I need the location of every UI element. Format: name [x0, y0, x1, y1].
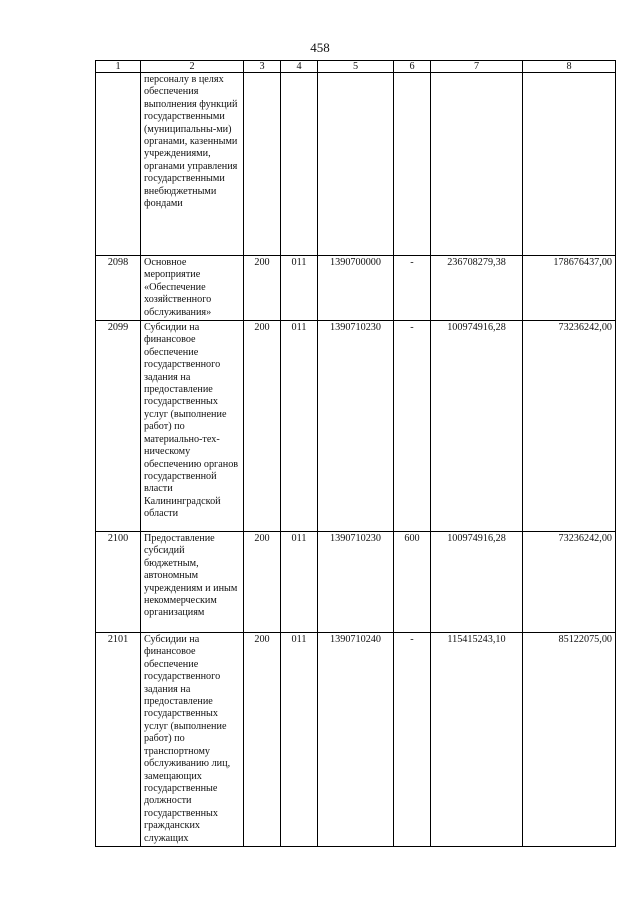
- amount-col-8: 85122075,00: [523, 633, 616, 847]
- subsection-code: [281, 73, 318, 256]
- column-header: 8: [523, 61, 616, 73]
- row-number: 2101: [96, 633, 141, 847]
- table-row: [96, 633, 616, 847]
- section-code: [244, 73, 281, 256]
- row-name: Субсидии на финансовое обеспечение государственного задания на предоставление государственных услуг (выполнение работ) по материально-тех-ническому обеспечению органов государственной власти Калининградской области: [141, 321, 244, 532]
- amount-col-7: [431, 73, 523, 256]
- column-header: 3: [244, 61, 281, 73]
- header-row: [96, 61, 616, 73]
- column-header: 2: [141, 61, 244, 73]
- subsection-code: 011: [281, 633, 318, 847]
- section-code: 200: [244, 633, 281, 847]
- amount-col-8: [523, 73, 616, 256]
- column-header: 7: [431, 61, 523, 73]
- expense-type-code: -: [394, 256, 431, 321]
- row-name: Предоставление субсидий бюджетным, автономным учреждениям и иным некоммерческим организациям: [141, 532, 244, 633]
- section-code: 200: [244, 256, 281, 321]
- target-article-code: 1390710230: [318, 532, 394, 633]
- row-number: 2099: [96, 321, 141, 532]
- row-number: [96, 73, 141, 256]
- column-header: 5: [318, 61, 394, 73]
- table-row: [96, 256, 616, 321]
- page-number: 458: [310, 40, 330, 55]
- column-header: 6: [394, 61, 431, 73]
- amount-col-8: 73236242,00: [523, 321, 616, 532]
- expense-type-code: [394, 73, 431, 256]
- amount-col-7: 236708279,38: [431, 256, 523, 321]
- row-name: Основное мероприятие «Обеспечение хозяйственного обслуживания»: [141, 256, 244, 321]
- target-article-code: [318, 73, 394, 256]
- expense-type-code: 600: [394, 532, 431, 633]
- table-row: [96, 321, 616, 532]
- column-header: 1: [96, 61, 141, 73]
- section-code: 200: [244, 321, 281, 532]
- row-number: 2098: [96, 256, 141, 321]
- expense-type-code: -: [394, 321, 431, 532]
- amount-col-7: 115415243,10: [431, 633, 523, 847]
- row-number: 2100: [96, 532, 141, 633]
- amount-col-8: 178676437,00: [523, 256, 616, 321]
- amount-col-7: 100974916,28: [431, 321, 523, 532]
- column-header: 4: [281, 61, 318, 73]
- amount-col-8: 73236242,00: [523, 532, 616, 633]
- row-name: Субсидии на финансовое обеспечение государственного задания на предоставление государственных услуг (выполнение работ) по транспортному обслуживанию лиц, замещающих государственные должности государственных гражданских служащих: [141, 633, 244, 847]
- table-row: [96, 73, 616, 256]
- table-row: [96, 532, 616, 633]
- expense-type-code: -: [394, 633, 431, 847]
- amount-col-7: 100974916,28: [431, 532, 523, 633]
- target-article-code: 1390700000: [318, 256, 394, 321]
- target-article-code: 1390710240: [318, 633, 394, 847]
- subsection-code: 011: [281, 256, 318, 321]
- target-article-code: 1390710230: [318, 321, 394, 532]
- subsection-code: 011: [281, 321, 318, 532]
- subsection-code: 011: [281, 532, 318, 633]
- section-code: 200: [244, 532, 281, 633]
- row-name: персоналу в целях обеспечения выполнения функций государственными (муниципальны-ми) органами, казенными учреждениями, органами управления государственными внебюджетными фондами: [141, 73, 244, 256]
- budget-table: [95, 60, 616, 847]
